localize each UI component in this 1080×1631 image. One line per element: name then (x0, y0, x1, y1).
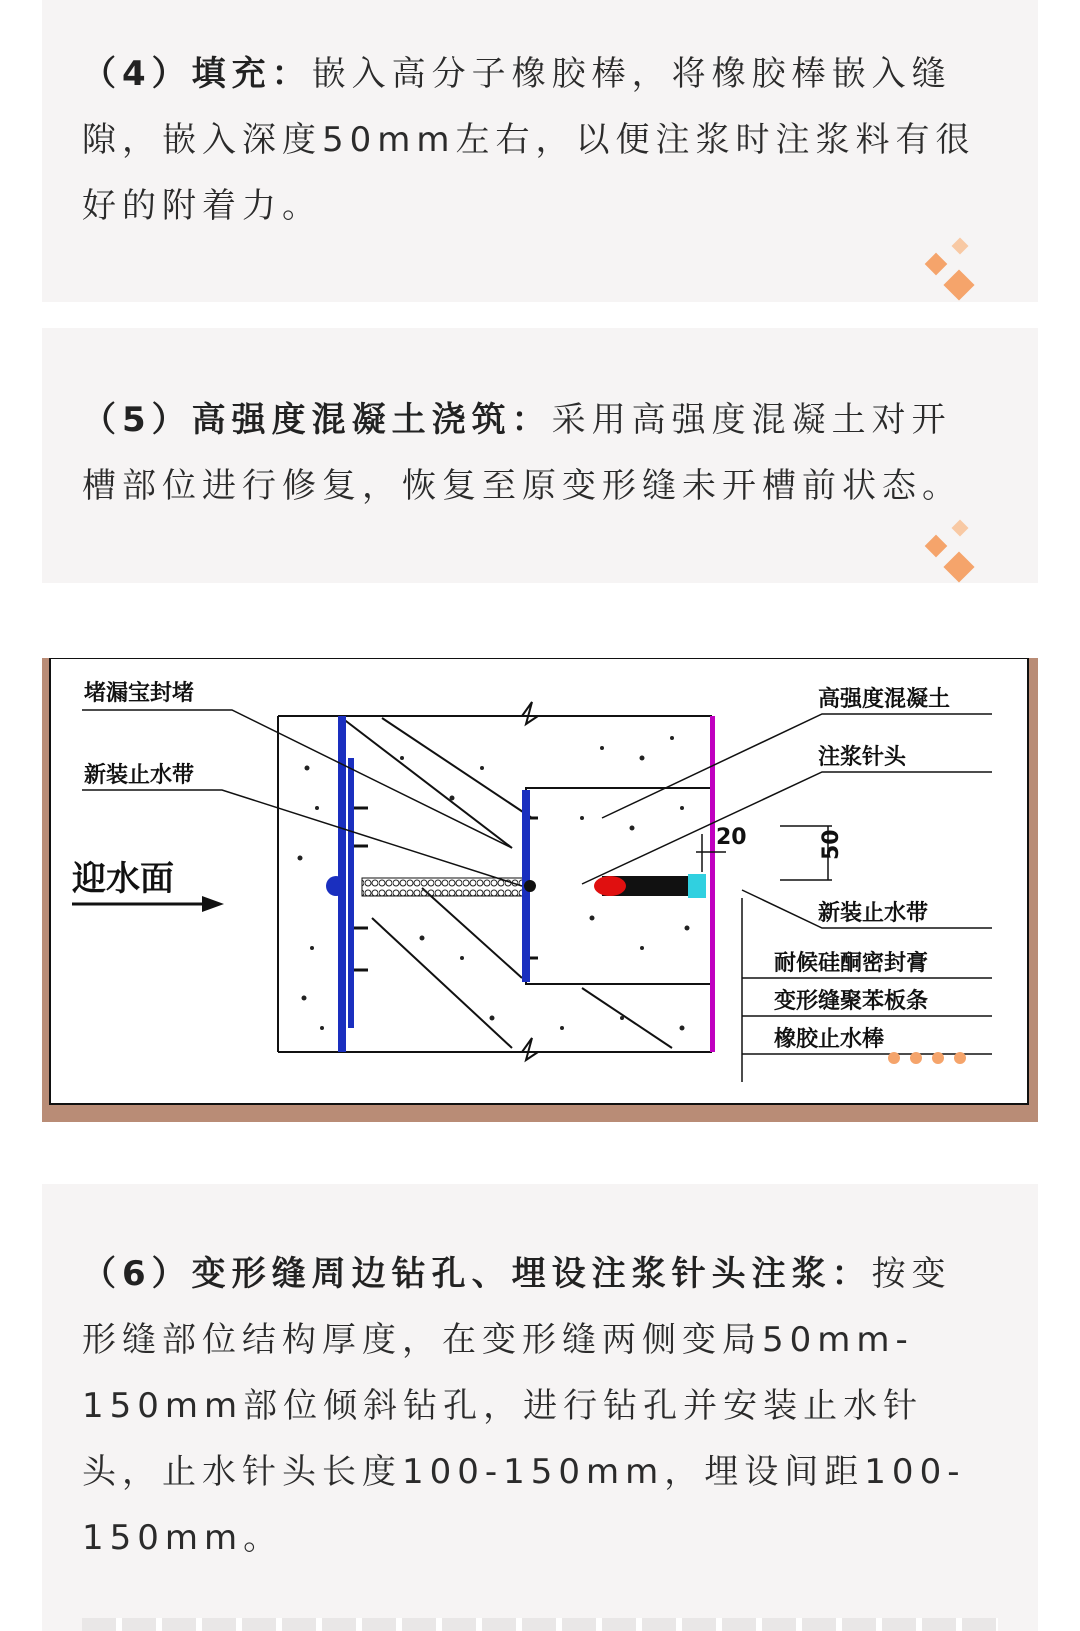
diamond-decoration-icon (922, 236, 982, 306)
cyan-cap (688, 874, 706, 898)
rubber-rod-strip (362, 878, 526, 896)
section-5-line-2: 槽部位进行修复，恢复至原变形缝未开槽前状态。 (82, 466, 962, 506)
label-eps-strip: 变形缝聚苯板条 (774, 989, 929, 1014)
joint-node (524, 880, 536, 892)
label-hs-concrete: 高强度混凝土 (818, 687, 951, 712)
section-6-line-3: 150mm部位倾斜钻孔，进行钻孔并安装止水针 (82, 1386, 924, 1426)
dimension-20-label: 20 (716, 825, 747, 850)
section-4-line-3: 好的附着力。 (82, 186, 322, 226)
dimension-50-label: 50 (819, 829, 844, 860)
section-4-line-2: 隙，嵌入深度50mm左右，以便注浆时注浆料有很 (82, 120, 976, 160)
rubber-bulb (326, 876, 346, 896)
diamond-decoration-icon (922, 518, 982, 588)
label-new-waterstop-left: 新装止水带 (84, 763, 195, 788)
expansion-joint-diagram (42, 658, 1038, 1122)
label-new-waterstop-right: 新装止水带 (818, 901, 929, 926)
section-6-line-1: （6）变形缝周边钻孔、埋设注浆针头注浆：按变 (82, 1254, 952, 1294)
grout-plug (594, 876, 626, 896)
section-6-card (42, 1184, 1038, 1631)
label-upstream-face: 迎水面 (72, 859, 174, 899)
diagram-canvas (42, 658, 1038, 1122)
bottom-stripe (82, 1618, 998, 1631)
section-6-line-4: 头，止水针头长度100-150mm，埋设间距100- (82, 1452, 966, 1492)
section-4-card (42, 0, 1038, 302)
label-grout-needle: 注浆针头 (818, 745, 907, 770)
section-5-card (42, 328, 1038, 583)
section-4-line-1: （4）填充：嵌入高分子橡胶棒，将橡胶棒嵌入缝 (82, 54, 952, 94)
label-silicone-sealant: 耐候硅酮密封膏 (774, 951, 929, 976)
section-6-line-2: 形缝部位结构厚度，在变形缝两侧变局50mm- (82, 1320, 914, 1360)
label-plug: 堵漏宝封堵 (84, 681, 195, 706)
section-6-line-5: 150mm。 (82, 1518, 284, 1558)
label-rubber-rod: 橡胶止水棒 (774, 1027, 885, 1052)
blue-waterstop-inner (348, 758, 354, 1028)
section-5-line-1: （5）高强度混凝土浇筑：采用高强度混凝土对开 (82, 400, 952, 440)
